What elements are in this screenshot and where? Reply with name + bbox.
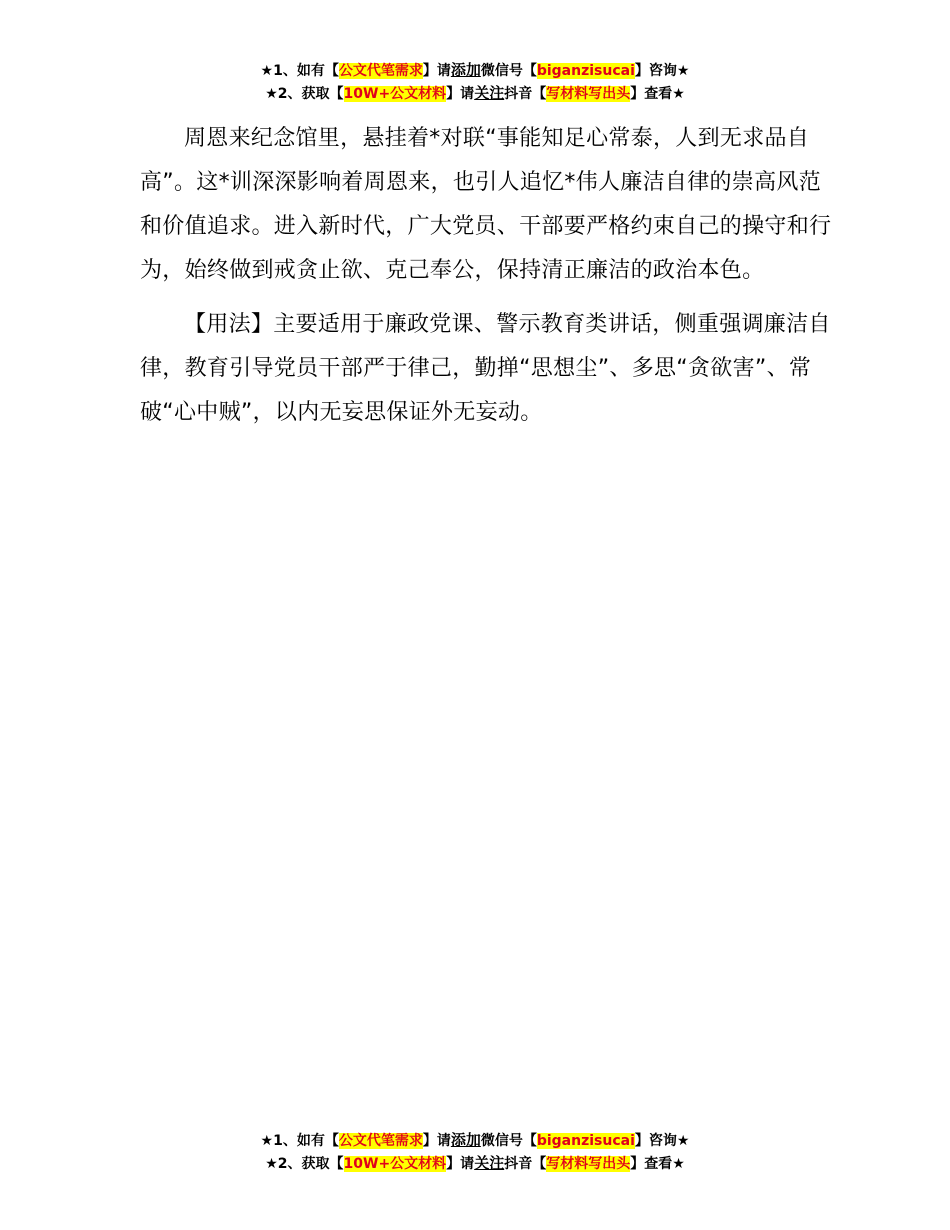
- highlight-text: 10W+公文材料: [343, 86, 447, 102]
- banner-text: 抖音【: [504, 86, 547, 102]
- douyin-account: 写材料写出头: [546, 1156, 631, 1172]
- banner-text: 】请: [446, 1156, 475, 1172]
- banner-text: 微信号【: [480, 63, 537, 79]
- banner-line-2: [0, 82, 950, 105]
- banner-text: 】咨询★: [634, 1133, 690, 1149]
- banner-text: 】请: [446, 86, 475, 102]
- banner-text: 微信号【: [480, 1133, 537, 1149]
- banner-text: ★2、获取: [265, 86, 330, 102]
- banner-text: 【: [324, 63, 339, 79]
- banner-text: 】查看★: [630, 1156, 685, 1172]
- underlined-text: 添加: [450, 1131, 481, 1149]
- banner-text: 】请: [422, 63, 451, 79]
- banner-text: 】咨询★: [634, 63, 690, 79]
- banner-line-1: [0, 1129, 950, 1152]
- document-body: [140, 117, 840, 435]
- underlined-text: 关注: [474, 1154, 505, 1172]
- footer-banner: [0, 1129, 950, 1175]
- wechat-id: biganzisucai: [536, 63, 635, 79]
- banner-text: 【: [329, 1156, 344, 1172]
- header-banner: [0, 59, 950, 105]
- wechat-id: biganzisucai: [536, 1133, 635, 1149]
- banner-text: ★1、如有: [260, 1133, 325, 1149]
- highlight-text: 公文代笔需求: [338, 63, 423, 79]
- banner-text: ★1、如有: [260, 63, 325, 79]
- banner-text: 抖音【: [504, 1156, 547, 1172]
- paragraph-intro: 周恩来纪念馆里，悬挂着*对联“事能知足心常泰，人到无求品自高”。这*训深深影响着周恩来，也引人追忆*伟人廉洁自律的崇高风范和价值追求。进入新时代，广大党员、干部要严格约束自己的操守和行为，始终做到戒贪止欲、克己奉公，保持清正廉洁的政治本色。: [140, 126, 832, 283]
- banner-line-2: [0, 1152, 950, 1175]
- banner-text: 【: [324, 1133, 339, 1149]
- paragraph-usage: 【用法】主要适用于廉政党课、警示教育类讲话，侧重强调廉洁自律，教育引导党员干部严于律己，勤掸“思想尘”、多思“贪欲害”、常破“心中贼”，以内无妄思保证外无妄动。: [140, 312, 831, 425]
- highlight-text: 公文代笔需求: [338, 1133, 423, 1149]
- banner-text: 】查看★: [630, 86, 685, 102]
- banner-text: ★2、获取: [265, 1156, 330, 1172]
- underlined-text: 关注: [474, 84, 505, 102]
- underlined-text: 添加: [450, 61, 481, 79]
- banner-line-1: [0, 59, 950, 82]
- highlight-text: 10W+公文材料: [343, 1156, 447, 1172]
- banner-text: 【: [329, 86, 344, 102]
- banner-text: 】请: [422, 1133, 451, 1149]
- douyin-account: 写材料写出头: [546, 86, 631, 102]
